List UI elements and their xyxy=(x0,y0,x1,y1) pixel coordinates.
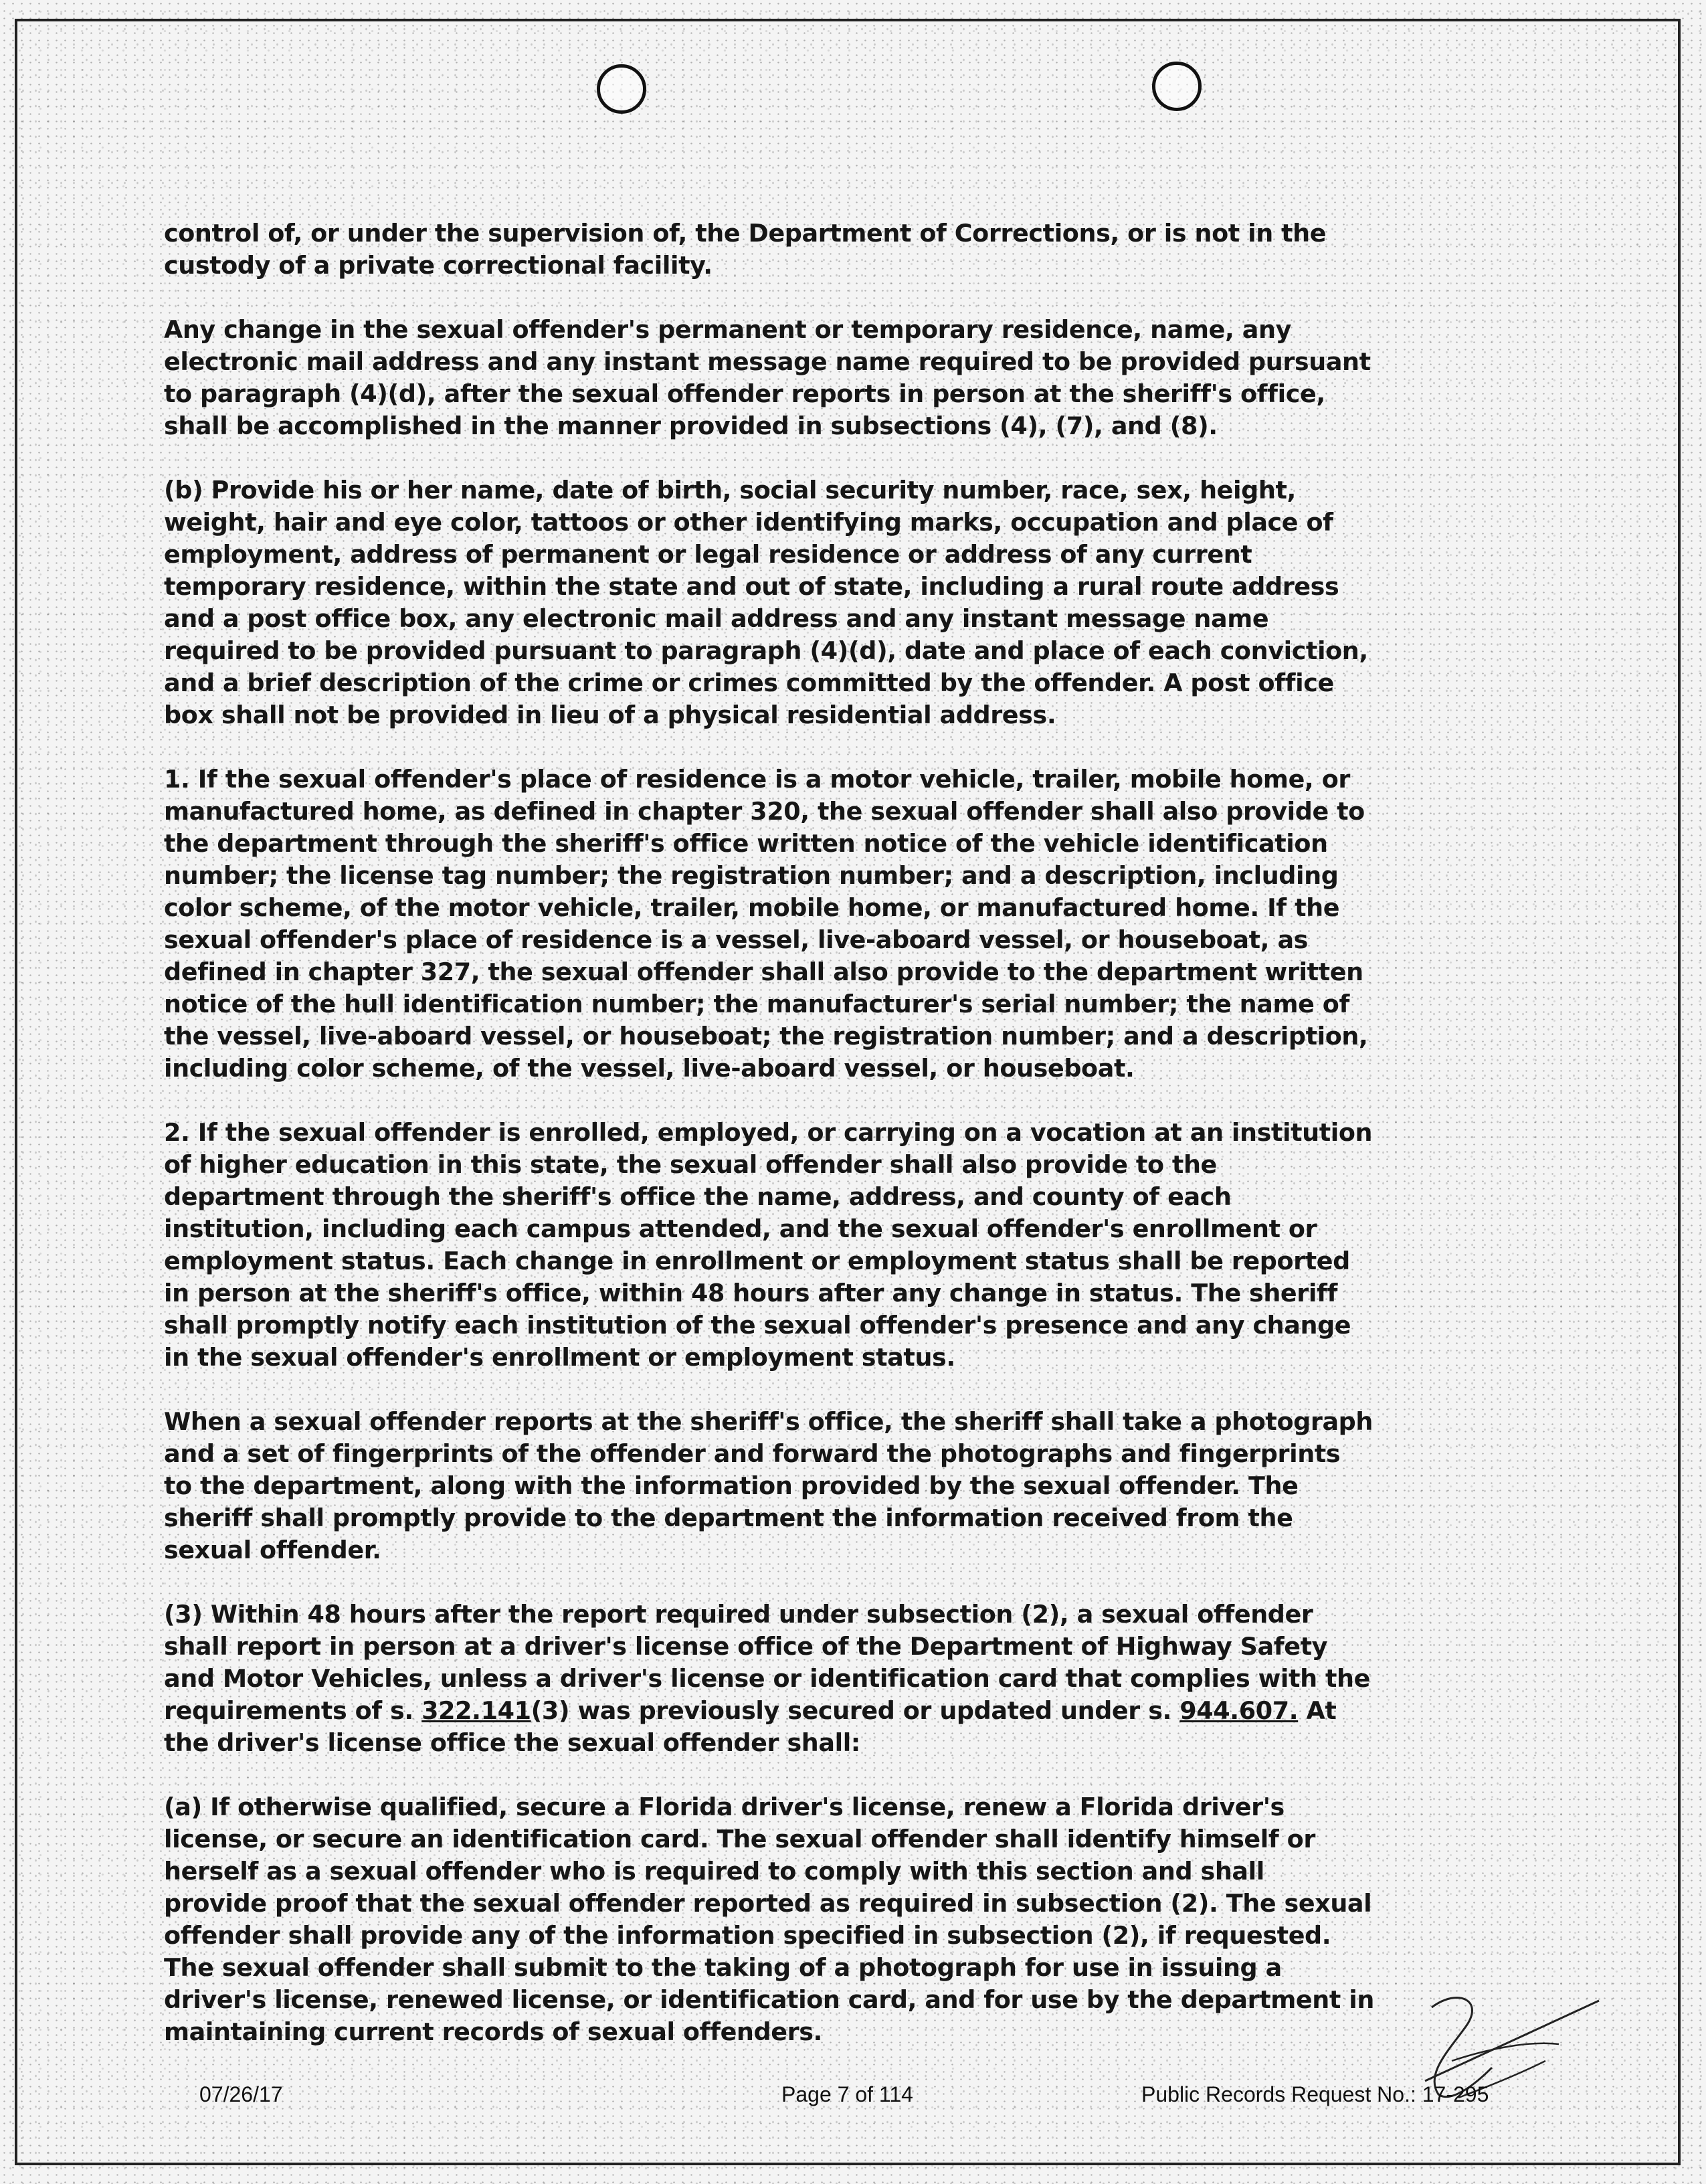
document-body xyxy=(164,217,1375,2080)
footer-date: 07/26/17 xyxy=(199,2082,283,2106)
paragraph-2-higher-education: 2. If the sexual offender is enrolled, employed, or carrying on a vocation at an institution of higher education in this state, the sexual offender shall also provide to the department through the sheriff's office the name, address, and county of each institution, including each campus attended, and the sexual offender's enrollment or employment status. Each change in enrollment or employment status shall be reported in person at the sheriff's office, within 48 hours after any change in status. The sheriff shall promptly notify each institution of the sexual offender's presence and any change in the sexual offender's enrollment or employment status. xyxy=(164,1118,1373,1372)
paragraph-b-provide-info: (b) Provide his or her name, date of birth, social security number, race, sex, height, weight, hair and eye color, tattoos or other identifying marks, occupation and place of employment, address of permanent or legal residence or address of any current temporary residence, within the state and out of state, including a rural route address and a post office box, any electronic mail address and any instant message name required to be provided pursuant to paragraph (4)(d), date and place of each conviction, and a brief description of the crime or crimes committed by the offender. A post office box shall not be provided in lieu of a physical residential address. xyxy=(164,476,1368,729)
subsection3-text-3: At the driver's license office the sexual offender shall: xyxy=(164,1696,1337,1757)
paragraph-photograph-fingerprints: When a sexual offender reports at the sheriff's office, the sheriff shall take a photograph and a set of fingerprints of the offender and forward the photographs and fingerprints to the department, along with the information provided by the sexual offender. The sheriff shall promptly provide to the department the information received from the sexual offender. xyxy=(164,1407,1373,1564)
statute-link-322-141[interactable]: 322.141 xyxy=(421,1696,531,1725)
paragraph-change-of-residence: Any change in the sexual offender's permanent or temporary residence, name, any electronic mail address and any instant message name required to be provided pursuant to paragraph (4)(d), after the sexual offender reports in person at the sheriff's office, shall be accomplished in the manner provided in subsections (4), (7), and (8). xyxy=(164,315,1371,440)
paragraph-1-vehicle-residence: 1. If the sexual offender's place of residence is a motor vehicle, trailer, mobile home, or manufactured home, as defined in chapter 320, the sexual offender shall also provide to the department through the sheriff's office written notice of the vehicle identification number; the license tag number; the registration number; and a description, including color scheme, of the motor vehicle, trailer, mobile home, or manufactured home. If the sexual offender's place of residence is a vessel, live-aboard vessel, or houseboat, as defined in chapter 327, the sexual offender shall also provide to the department written notice of the hull identification number; the manufacturer's serial number; the name of the vessel, live-aboard vessel, or houseboat; the registration number; and a description, including color scheme, of the vessel, live-aboard vessel, or houseboat. xyxy=(164,765,1368,1083)
subsection3-text-2: (3) was previously secured or updated under s. xyxy=(531,1696,1180,1725)
punch-hole-right xyxy=(1152,62,1202,111)
paragraph-3-drivers-license-office xyxy=(164,1599,1375,1759)
footer-request-number: Public Records Request No.: 17-295 xyxy=(1141,2082,1489,2106)
footer-page-number: Page 7 of 114 xyxy=(781,2082,913,2106)
paragraph-custody: control of, or under the supervision of, the Department of Corrections, or is not in the custody of a private correctional facility. xyxy=(164,219,1327,280)
subsection3-text-1: (3) Within 48 hours after the report required under subsection (2), a sexual offender shall report in person at a driver's license office of the Department of Highway Safety and Motor Vehicles, unless a driver's license or identification card that complies with the requirements of s. xyxy=(164,1600,1370,1725)
paragraph-a-drivers-license: (a) If otherwise qualified, secure a Florida driver's license, renew a Florida driver's license, or secure an identification card. The sexual offender shall identify himself or herself as a sexual offender who is required to comply with this section and shall provide proof that the sexual offender reported as required in subsection (2). The sexual offender shall provide any of the information specified in subsection (2), if requested. The sexual offender shall submit to the taking of a photograph for use in issuing a driver's license, renewed license, or identification card, and for use by the department in maintaining current records of sexual offenders. xyxy=(164,1793,1374,2046)
statute-link-944-607[interactable]: 944.607. xyxy=(1179,1696,1299,1725)
punch-hole-left xyxy=(597,64,646,114)
